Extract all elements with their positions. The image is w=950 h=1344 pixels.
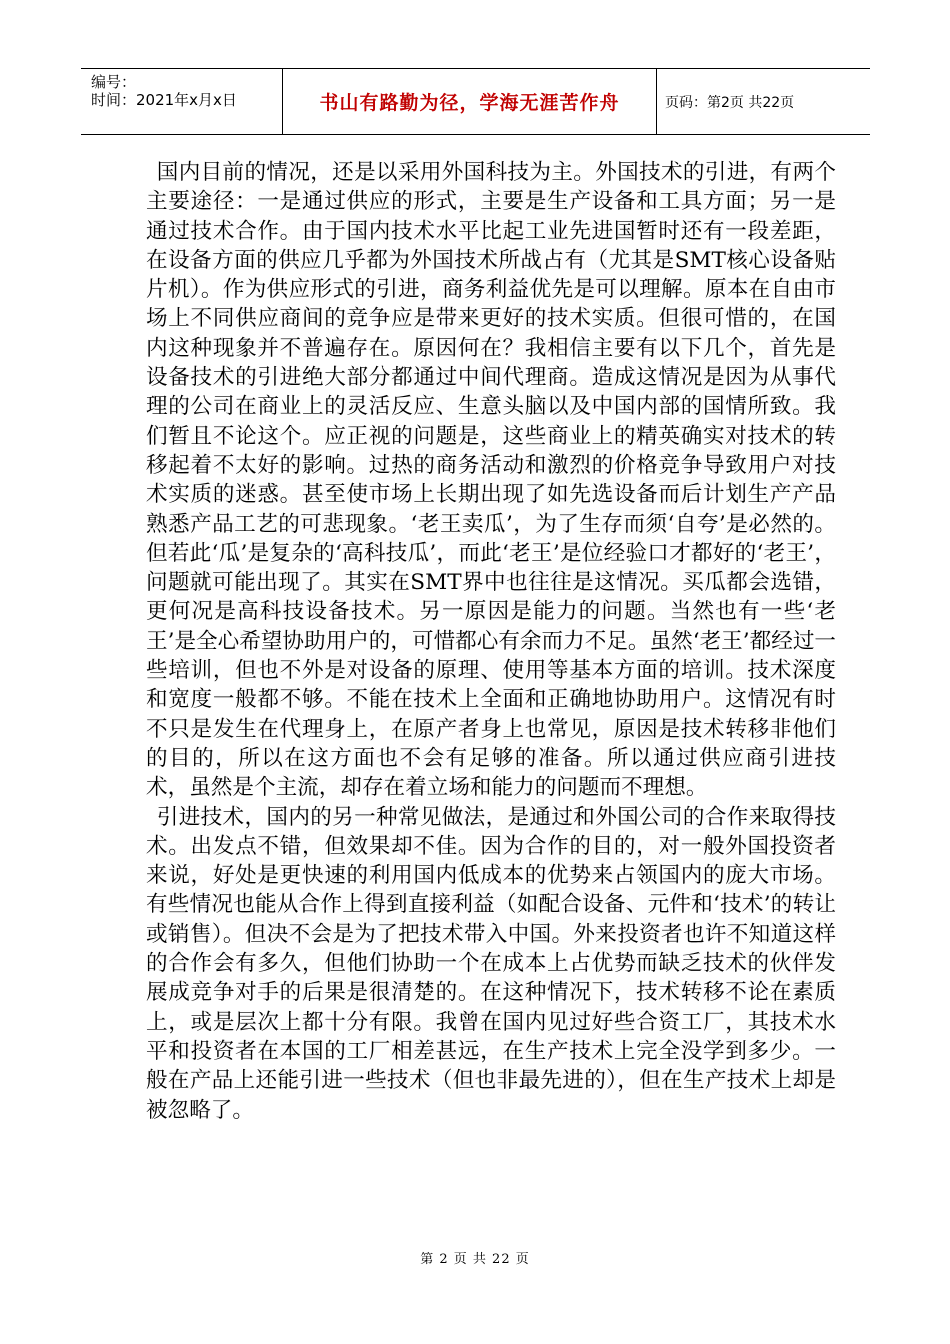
- header-meta-cell: [81, 69, 283, 134]
- serial-number-label: 编号：: [91, 73, 137, 91]
- motto-text: 书山有路勤为径，学海无涯苦作舟: [319, 92, 620, 114]
- page-footer: [0, 1248, 950, 1267]
- document-body: [146, 158, 836, 1125]
- header-motto-cell: [283, 69, 657, 134]
- body-paragraph: 引进技术，国内的另一种常见做法，是通过和外国公司的合作来取得技术。出发点不错，但效果却不佳。因为合作的目的，对一般外国投资者来说，好处是更快速的利用国内低成本的优势来占领国内的庞大市场。有些情况也能从合作上得到直接利益（如配合设备、元件和‘技术’的转让或销售）。但决不会是为了把技术带入中国。外来投资者也许不知道这样的合作会有多久，但他们协助一个在成本上占优势而缺乏技术的伙伴发展成竞争对手的后果是很清楚的。在这种情况下，技术转移不论在素质上，或是层次上都十分有限。我曾在国内见过好些合资工厂，其技术水平和投资者在本国的工厂相差甚远，在生产技术上完全没学到多少。一般在产品上还能引进一些技术（但也非最先进的），但在生产技术上却是被忽略了。: [146, 804, 836, 1123]
- footer-page-number: 第 2 页 共 22 页: [420, 1252, 530, 1267]
- header-page-cell: [657, 69, 870, 134]
- date-line: 时间：2021年x月x日: [91, 91, 237, 109]
- header-page-info: 页码：第2页 共22页: [665, 94, 795, 111]
- body-paragraph: 国内目前的情况，还是以采用外国科技为主。外国技术的引进，有两个主要途径：一是通过供应的形式，主要是生产设备和工具方面；另一是通过技术合作。由于国内技术水平比起工业先进国暂时还有一段差距，在设备方面的供应几乎都为外国技术所战占有（尤其是SMT核心设备贴片机）。作为供应形式的引进，商务利益优先是可以理解。原本在自由市场上不同供应商间的竞争应是带来更好的技术实质。但很可惜的，在国内这种现象并不普遍存在。原因何在？我相信主要有以下几个，首先是设备技术的引进绝大部分都通过中间代理商。造成这情况是因为从事代理的公司在商业上的灵活反应、生意头脑以及中国内部的国情所致。我们暂且不论这个。应正视的问题是，这些商业上的精英确实对技术的转移起着不太好的影响。过热的商务活动和激烈的价格竞争导致用户对技术实质的迷惑。甚至使市场上长期出现了如先选设备而后计划生产产品熟悉产品工艺的可悲现象。‘老王卖瓜’，为了生存而须‘自夸’是必然的。但若此‘瓜’是复杂的‘高科技瓜’，而此‘老王’是位经验口才都好的‘老王’，问题就可能出现了。其实在SMT界中也往往是这情况。买瓜都会选错，更何况是高科技设备技术。另一原因是能力的问题。当然也有一些‘老王’是全心希望协助用户的，可惜都心有余而力不足。虽然‘老王’都经过一些培训，但也不外是对设备的原理、使用等基本方面的培训。技术深度和宽度一般都不够。不能在技术上全面和正确地协助用户。这情况有时不只是发生在代理身上，在原产者身上也常见，原因是技术转移非他们的目的，所以在这方面也不会有足够的准备。所以通过供应商引进技术，虽然是个主流，却存在着立场和能力的问题而不理想。: [146, 160, 837, 801]
- page-header: [81, 68, 870, 135]
